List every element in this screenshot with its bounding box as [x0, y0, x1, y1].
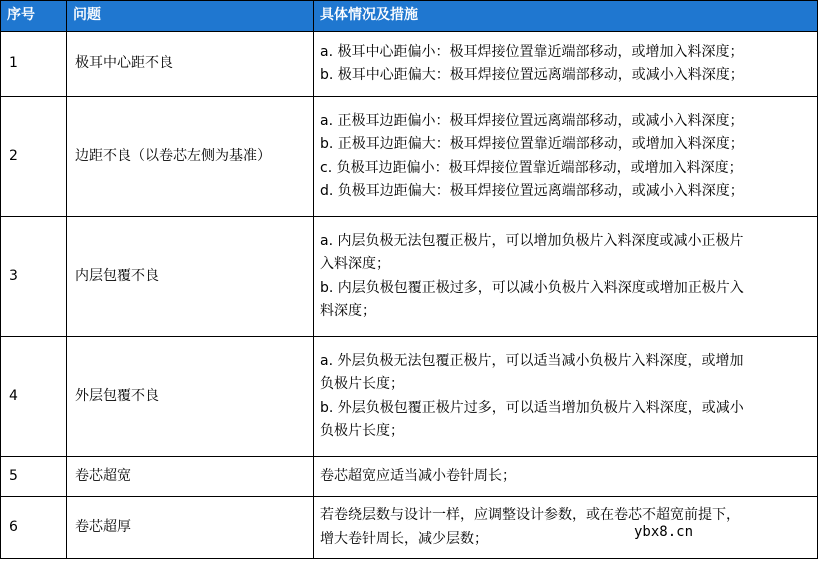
measure-line: b. 外层负极包覆正极片过多，可以适当增加负极片入料深度，或减小	[320, 399, 744, 416]
measure-line: 料深度；	[320, 303, 376, 319]
row-issue: 卷芯超厚	[67, 497, 314, 559]
table-row	[1, 217, 818, 337]
table-row	[1, 97, 818, 217]
measure-line: c. 负极耳边距偏小：极耳焊接位置靠近端部移动，或增加入料深度；	[320, 159, 743, 176]
header-issue: 问题	[67, 1, 314, 32]
measure-line: 若卷绕层数与设计一样，应调整设计参数，或在卷芯不超宽前提下，	[320, 507, 740, 523]
measure-line: 增大卷针周长，减少层数；	[320, 530, 488, 547]
row-issue: 边距不良（以卷芯左侧为基准）	[67, 97, 314, 217]
measure-line: 负极片长度；	[320, 376, 404, 392]
row-issue: 内层包覆不良	[67, 217, 314, 337]
header-row	[1, 1, 818, 32]
header-measures: 具体情况及措施	[314, 1, 818, 32]
measure-line: d. 负极耳边距偏大：极耳焊接位置远离端部移动，或减小入料深度；	[320, 183, 744, 199]
measure-line: a. 内层负极无法包覆正极片，可以增加负极片入料深度或减小正极片	[320, 232, 744, 249]
row-issue: 极耳中心距不良	[67, 32, 314, 97]
measure-line: 入料深度；	[320, 256, 390, 272]
row-measures	[314, 97, 818, 217]
row-number: 4	[1, 337, 67, 457]
row-issue: 卷芯超宽	[67, 457, 314, 497]
measure-line: a. 外层负极无法包覆正极片，可以适当减小负极片入料深度，或增加	[320, 352, 744, 369]
measure-line: a. 极耳中心距偏小：极耳焊接位置靠近端部移动，或增加入料深度；	[320, 43, 744, 60]
row-measures	[314, 497, 818, 559]
header-serial-number: 序号	[1, 1, 67, 32]
row-number: 2	[1, 97, 67, 217]
row-number: 1	[1, 32, 67, 97]
table-row	[1, 497, 818, 559]
measure-line: b. 内层负极包覆正极过多，可以减小负极片入料深度或增加正极片入	[320, 279, 744, 296]
measure-line: 负极片长度；	[320, 423, 404, 439]
row-measures	[314, 32, 818, 97]
row-number: 5	[1, 457, 67, 497]
table-row	[1, 337, 818, 457]
row-measures	[314, 337, 818, 457]
measure-line: b. 极耳中心距偏大：极耳焊接位置远离端部移动，或减小入料深度；	[320, 67, 744, 83]
measure-line: a. 正极耳边距偏小：极耳焊接位置远离端部移动，或减小入料深度；	[320, 112, 744, 129]
table-row	[1, 457, 818, 497]
watermark: ybx8.cn	[634, 524, 694, 540]
row-number: 6	[1, 497, 67, 559]
row-issue: 外层包覆不良	[67, 337, 314, 457]
table-row	[1, 32, 818, 97]
row-measures	[314, 457, 818, 497]
row-number: 3	[1, 217, 67, 337]
measure-line: 卷芯超宽应适当减小卷针周长；	[320, 467, 516, 484]
row-measures	[314, 217, 818, 337]
measure-line: b. 正极耳边距偏大：极耳焊接位置靠近端部移动，或增加入料深度；	[320, 136, 744, 152]
